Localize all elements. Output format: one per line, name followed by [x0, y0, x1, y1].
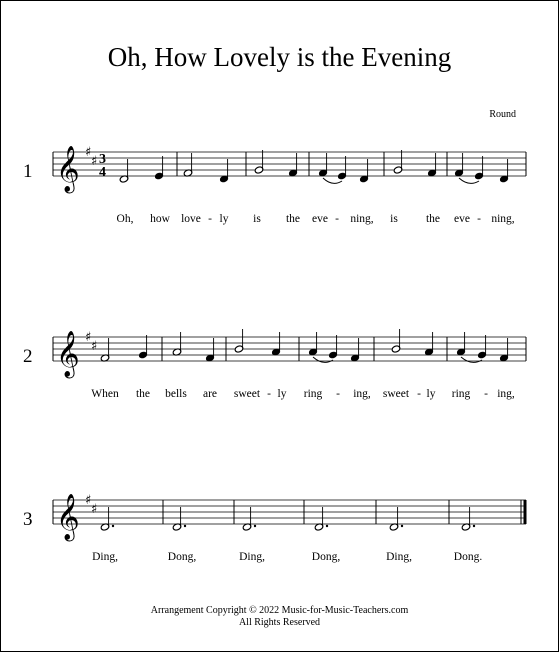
lyric-syllable: -	[208, 213, 212, 225]
lyric-syllable: bells	[165, 388, 187, 400]
lyric-syllable: -	[484, 388, 488, 400]
staff-2	[1, 321, 558, 391]
lyric-syllable: Ding,	[92, 551, 118, 563]
lyric-syllable: -	[336, 388, 340, 400]
lyric-syllable: the	[425, 213, 441, 225]
song-title: Oh, How Lovely is the Evening	[107, 42, 452, 72]
augmentation-dot	[401, 525, 403, 527]
lyric-syllable: ly	[426, 388, 436, 400]
lyric-syllable: -	[477, 213, 481, 225]
lyric-syllable: When	[91, 388, 119, 400]
music-system-1	[1, 136, 558, 266]
lyric-syllable: are	[202, 388, 218, 400]
lyric-syllable: sweet	[233, 388, 261, 400]
song-subtitle: Round	[489, 109, 516, 120]
music-system-2	[1, 321, 558, 451]
lyric-syllable: Ding,	[386, 551, 412, 563]
time-signature-top: 3	[99, 152, 106, 167]
lyric-syllable: ly	[219, 213, 229, 225]
lyric-syllable: Ding,	[239, 551, 265, 563]
system-number: 2	[23, 346, 33, 367]
copyright-line: Arrangement Copyright © 2022 Music-for-Music-Teachers.com	[150, 605, 409, 616]
copyright-footer	[1, 605, 558, 629]
augmentation-dot	[112, 525, 114, 527]
lyric-syllable: ring	[303, 388, 323, 400]
augmentation-dot	[473, 525, 475, 527]
lyric-syllable: ly	[277, 388, 287, 400]
augmentation-dot	[184, 525, 186, 527]
sharp-icon: ♯	[91, 502, 98, 517]
slur	[461, 357, 482, 362]
augmentation-dot	[254, 525, 256, 527]
sharp-icon: ♯	[91, 339, 98, 354]
lyric-syllable: Oh,	[116, 213, 134, 225]
lyric-syllable: eve	[454, 213, 470, 225]
lyric-syllable: -	[417, 388, 421, 400]
lyric-syllable: the	[135, 388, 151, 400]
lyric-syllable: -	[335, 213, 339, 225]
lyric-syllable: love	[181, 213, 201, 225]
lyric-syllable: is	[253, 213, 261, 225]
staff-1	[1, 136, 558, 206]
lyric-syllable: Dong,	[167, 551, 197, 563]
rights-line: All Rights Reserved	[238, 617, 321, 628]
sharp-icon: ♯	[85, 330, 92, 345]
lyric-syllable: ing,	[353, 388, 371, 400]
sharp-icon: ♯	[91, 154, 98, 169]
system-number: 1	[23, 161, 33, 182]
lyric-syllable: ning,	[491, 213, 515, 225]
lyric-syllable: sweet	[382, 388, 410, 400]
lyric-syllable: Dong,	[311, 551, 341, 563]
lyric-syllable: the	[285, 213, 301, 225]
lyric-syllable: ning,	[350, 213, 374, 225]
music-system-3	[1, 484, 558, 614]
sharp-icon: ♯	[85, 493, 92, 508]
lyric-syllable: is	[390, 213, 398, 225]
augmentation-dot	[326, 525, 328, 527]
lyric-syllable: Dong.	[453, 551, 483, 563]
time-signature-bottom: 4	[99, 165, 106, 180]
lyric-syllable: -	[267, 388, 271, 400]
lyric-syllable: ing,	[497, 388, 515, 400]
system-number: 3	[23, 509, 33, 530]
treble-clef-icon: 𝄞	[56, 331, 80, 377]
lyric-syllable: ring	[451, 388, 471, 400]
staff-3	[1, 484, 558, 554]
treble-clef-icon: 𝄞	[56, 146, 80, 192]
lyric-syllable: how	[150, 213, 170, 225]
treble-clef-icon: 𝄞	[56, 494, 80, 540]
sharp-icon: ♯	[85, 145, 92, 160]
lyric-syllable: eve	[312, 213, 328, 225]
